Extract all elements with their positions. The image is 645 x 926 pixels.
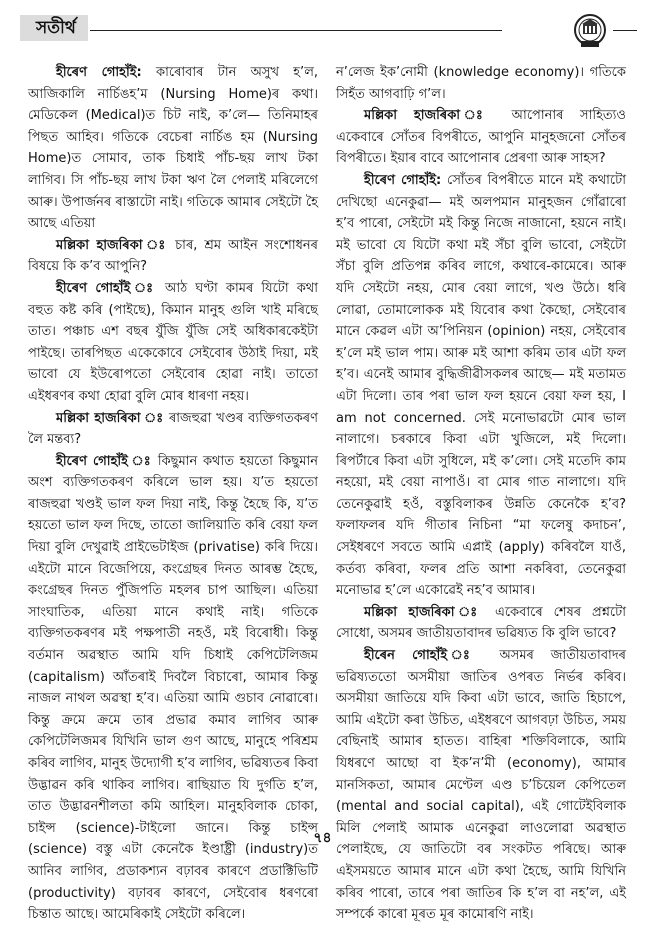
paragraph (28, 408, 318, 451)
paragraph-text: ন’লেজ ইক’নোমী (knowledge economy)। গতিকে সিহঁত আগবাঢ়ি গ’ল। (336, 65, 626, 102)
paragraph-text: আঠ ঘণ্টা কামৰ যিটো কথা বহুত কষ্ট কৰি (পাইছে), কিমান মানুহ গুলি খাই মৰিছে তাত। পঞ্চাচ এশ বছৰ যুঁজি যুঁজি সেই অধিকাৰকেইটা পাইছে। তাৰপিছত একেকোবে সেইবোৰ উঠাই দিয়া, মই ভাবো যে ইউৰোপতো সেইবোৰ হোৱা নাই। তাতো এইধৰণৰ কথা হোৱা বুলি মোৰ ধাৰণা নহয়। (28, 280, 318, 404)
speaker-name: মল্লিকা হাজৰিকা ঃ (364, 604, 485, 620)
emblem-logo-icon (573, 14, 607, 48)
paragraph-continuation (336, 62, 626, 105)
speaker-name: হীৰেণ গোহাঁই: (364, 172, 442, 188)
paragraph-text: অসমৰ জাতীয়তাবাদৰ ভৱিষ্যততো অসমীয়া জাতিৰ ওপৰত নিৰ্ভৰ কৰিব। অসমীয়া জাতিয়ে যদি কিবা এটা ভাবে, জাতি হিচাপে, আমি এইটো কৰা উচিত, এইধৰণে আগবঢ়া উচিত, সময় বেছিনাই আমাৰ হাতত। বাহিৰা শক্তিবিলাকে, আমি যিধৰণে আছো বা ইক’ন’মী (economy), আমাৰ মানসিকতা, আমাৰ মেণ্টেল এণ্ড চ’চিয়েল কেপিতেল (mental and social capital), এই গোটেইবিলাক মিলি পেলাই আমাক এনেকুৱা লাওলোৱা অৱস্থাত পেলাইছে, যে জাতিটো বৰ সংকটত পৰিছে। আৰু এইসময়তে আমাৰ মানে এটা কথা হৈছে, আমি যিখিনি কৰিব পাৰো, তাৰে পৰা জাতিৰ কি হ’ল বা নহ’ল, এই সম্পৰ্কে কাৰো মূৰত মূৰ কামোৰণি নাই। (336, 648, 626, 923)
paragraph (336, 645, 626, 926)
paragraph (336, 602, 626, 645)
paragraph (336, 105, 626, 170)
speaker-name: হীৰেণ গোহাঁই ঃ (56, 280, 157, 296)
paragraph (28, 235, 318, 278)
right-column (336, 62, 626, 926)
header-rule (90, 30, 502, 31)
speaker-name: হীৰেণ গোহাঁই: (56, 65, 142, 80)
paragraph-text: সোঁতৰ বিপৰীতে মানে মই কথাটো দেখিছো এনেকুৱা— মই অলপমান মানুহজন গোঁৱাৰো হ’ব পাৰো, সেইটো মই কিন্তু নিজে নাজানো, হয়নে নাই। মই ভাবো যে যিটো কথা মই সঁচা বুলি ভাবো, সেইটো সঁচা বুলি প্ৰতিপন্ন কৰিব লাগে, কথাৰে-কামেৰে। আৰু যদি সেইটো নহয়, মোৰ বেয়া লাগে, খণ্ড উঠে। ধৰি লোৱা, তোমালোকক মই যিবোৰ কথা কৈছো, সেইবোৰ মানে কেৱল এটা অ’পিনিয়ন (opinion) নহয়, সেইবোৰ হ’লে মই ভাল পাম। আৰু মই আশা কৰিম তাৰ এটা ফল হ’ব। এনেই আমাৰ বুদ্ধিজীৱীসকলৰ আছে— মই মতামত এটা দিলো। তাৰ পৰা ভাল ফল হয়নে বেয়া ফল হয়, I am not concerned. সেই মনোভাৱটো মোৰ ভাল নালাগে। চৰকাৰে কিবা এটা খুজিলে, মই দিলো। ৰিপৰ্টাৰে কিবা এটা সুধিলে, মই ক’লো। সেই মতেদি কাম নহয়ো, মই বেয়া নাপাওঁ। বা মোৰ গাত নালাগে। যদি তেনেকুৱাই হওঁ, বস্তুবিলাকৰ উন্নতি কেনেকৈ হ’ব? ফলাফলৰ যদি গীতাৰ নিচিনা “মা ফলেষু কদাচন’, সেইধৰণে সবতে আমি এপ্লাই (apply) কৰিবলৈ যাওঁ, কৰ্তব্য কৰিবা, ফলৰ প্ৰতি আশা নকৰিবা, তেনেকুৱা মনোভাৱ হ’লে একোৱেই নহ’ব আমাৰ। (336, 172, 626, 599)
magazine-title: সতীৰ্থ (36, 18, 76, 38)
paragraph (28, 278, 318, 408)
paragraph (28, 62, 318, 235)
speaker-name: হীৰেণ গোহাঁই ঃ (56, 453, 153, 469)
paragraph (28, 451, 318, 926)
paragraph-text: চাৰ, শ্ৰম আইন সংশোধনৰ বিষয়ে কি ক’ব আপুনি? (28, 237, 318, 275)
header-rule-right (613, 30, 637, 31)
speaker-name: মল্লিকা হাজৰিকা ঃ (364, 108, 496, 124)
paragraph-text: কাৰোবাৰ টান অসুখ হ’ল, আজিকালি নাৰ্চিঙহ’ম (Nursing Home)ৰ কথা। মেডিকেল (Medical)ত চিট নাই, ক’লে— তিনিমাহৰ পিছত আহিব। গতিকে বেচেৰা নাৰ্চিঙ হম (Nursing Home)ত সোমাব, তাক চিধাই পাঁচ-ছয় লাখ টকা লাগিব। সি পাঁচ-ছয় লাখ টকা ঋণ লৈ পেলাই মৰিলেগে আৰু। উপাৰ্জনৰ ৰাস্তাটো নাই। গতিকে আমাৰ সেইটো হৈ আছে এতিয়া (28, 65, 319, 232)
speaker-name: মল্লিকা হাজৰিকা ঃ (56, 237, 169, 253)
left-column (28, 62, 318, 926)
paragraph-text: কিছুমান কথাত হয়তো কিছুমান অংশ ব্যক্তিগতকৰণ কৰিলে ভাল হয়। য’ত হয়তো ৰাজহুৱা খণ্ডই ভাল ফল দিয়া নাই, কিন্তু হৈছে কি, য’ত হয়তো ভাল ফল দিছে, তাতো জালিয়াতি কৰি বেয়া ফল দিয়া বুলি দেখুৱাই প্ৰাইভেটাইজ (privatise) কৰি দিয়ে। এইটো মানে বিজেপিয়ে, কংগ্ৰেছৰ দিনত আৰম্ভ হৈছে, কংগ্ৰেছৰ দিনত পুঁজিপতি মহলৰ চাপ আছিল। এতিয়া সাংঘাতিক, এতিয়া মানে কথাই নাই। গতিকে ব্যক্তিগতকৰণৰ মই পক্ষপাতী নহওঁ, মই বিৰোধী। কিন্তু বৰ্তমান অৱস্থাত আমি যদি চিধাই কেপিটেলিজম (capitalism) আঁতৰাই দিবলৈ বিচাৰো, আমাৰ কিন্তু নাজল নাথল অৱস্থা হ’ব। এতিয়া আমি গুচাব নোৱাৰো। কিন্তু ক্ৰমে ক্ৰমে তাৰ প্ৰভাৱ কমাব লাগিব আৰু কেপিটেলিজমৰ যিখিনি ভাল গুণ আছে, মানুহে পৰিশ্ৰম কৰিব লাগিব, মানুহ উদ্যোগী হ’ব লাগিব, ভৱিষ্যতৰ কিবা উদ্ভাৱন কৰি থাকিব লাগিব। ৰাছিয়াত যি দুৰ্গতি হ’ল, তাত উদ্ভাৱনশীলতা কমি আহিল। মানুহবিলাক চোকা, চাইন্স (science)-টাইলো জানে। কিন্তু চাইন্স (science) বস্তু এটা কেনেকৈ ইণ্ডাষ্ট্ৰী (industry)ত আনিব লাগিব, প্ৰডাকশ্যন বঢ়াবৰ কাৰণে প্ৰডাক্টিভিটি (productivity) বঢ়াবৰ কাৰণে, সেইবোৰ ধৰণৰো চিন্তাত আছে। আমেৰিকাই সেইটো কৰিলে। (28, 453, 319, 923)
speaker-name: হীৰেন গোহাঁই ঃ (364, 648, 483, 664)
paragraph-text: ৰাজহুৱা খণ্ডৰ ব্যক্তিগতকৰণ লৈ মন্তব্য? (28, 410, 318, 448)
paragraph-text: আপোনাৰ সাহিত্যও একেবাৰে সোঁতৰ বিপৰীতে, আপুনি মানুহজনো সোঁতৰ বিপৰীতে। ইয়াৰ বাবে আপোনাৰ প্ৰেৰণা আৰু সাহস? (336, 108, 626, 167)
speaker-name: মল্লিকা হাজৰিকা ঃ (56, 410, 165, 426)
page-number: ৭৪ (313, 830, 332, 846)
paragraph-text: একেবাৰে শেষৰ প্ৰশ্নটো সোধো, অসমৰ জাতীয়তাবাদৰ ভৱিষ্যত কি বুলি ভাবে? (336, 604, 626, 642)
paragraph (336, 170, 626, 602)
